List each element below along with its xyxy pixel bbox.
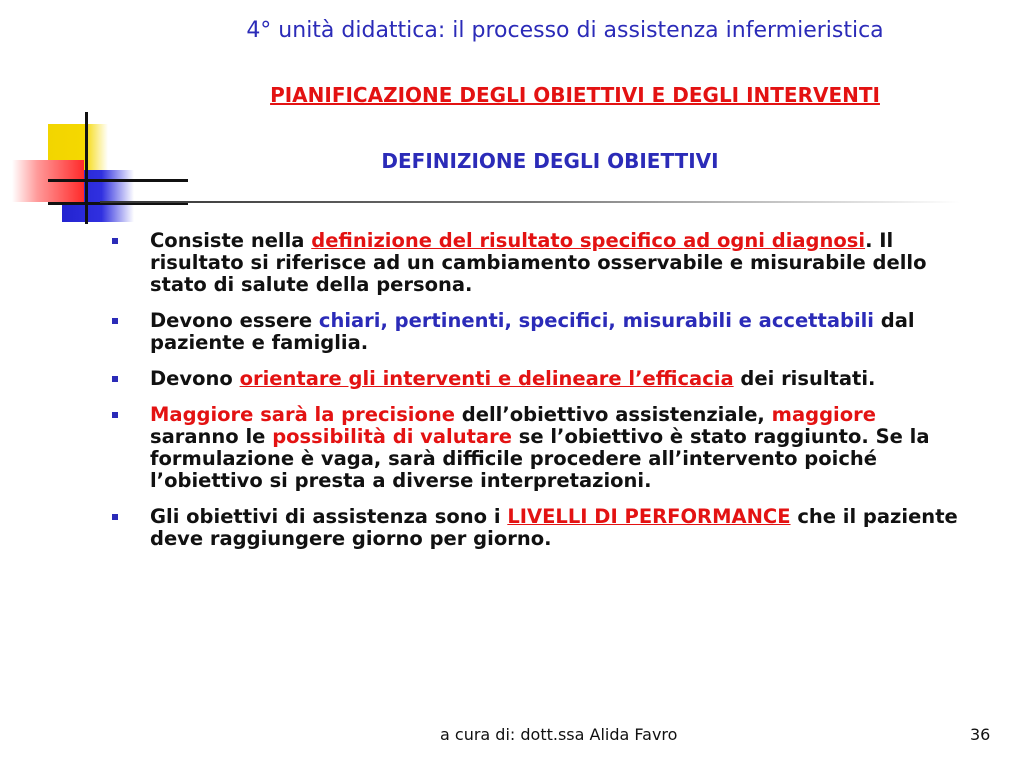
bullet-text: dei risultati. (733, 367, 876, 390)
bullet-text: che il paziente deve raggiungere giorno per giorno. (150, 505, 958, 550)
bullet-text: Devono (150, 367, 240, 390)
footer-author: a cura di: dott.ssa Alida Favro (440, 725, 678, 744)
highlight-text: Maggiore sarà la precisione (150, 403, 455, 426)
bullet-item (110, 368, 970, 390)
bullet-text: . Il risultato si riferisce ad un cambiamento osservabile e misurabile dello stato di salute della persona. (150, 229, 927, 296)
section-subtitle: DEFINIZIONE DEGLI OBIETTIVI (381, 149, 719, 173)
bullet-icon (112, 376, 118, 382)
highlight-text: LIVELLI DI PERFORMANCE (507, 505, 791, 528)
bullet-item (110, 310, 970, 354)
bullet-item (110, 230, 970, 296)
bullet-icon (112, 238, 118, 244)
bullet-text: dal paziente e famiglia. (150, 309, 915, 354)
page-title: PIANIFICAZIONE DEGLI OBIETTIVI E DEGLI INTERVENTI (270, 83, 880, 107)
logo-horizontal-line (48, 179, 188, 182)
highlight-text: possibilità di valutare (272, 425, 512, 448)
bullet-item (110, 404, 970, 492)
highlight-text: definizione del risultato specifico ad ogni diagnosi (311, 229, 866, 252)
bullet-text: saranno le (150, 425, 273, 448)
unit-title: 4° unità didattica: il processo di assistenza infermieristica (246, 18, 884, 43)
logo-vertical-line (85, 112, 88, 224)
highlight-text: maggiore (771, 403, 876, 426)
bullet-icon (112, 318, 118, 324)
bullet-text: Consiste nella (150, 229, 312, 252)
highlight-text: chiari, pertinenti, specifici, misurabili e accettabili (318, 309, 874, 332)
bullet-icon (112, 514, 118, 520)
bullet-list (110, 230, 970, 564)
decorative-logo (0, 100, 160, 230)
bullet-text: Gli obiettivi di assistenza sono i (150, 505, 508, 528)
bullet-icon (112, 412, 118, 418)
bullet-item (110, 506, 970, 550)
page-number: 36 (970, 725, 991, 744)
bullet-text: Devono essere (150, 309, 319, 332)
separator-line (100, 201, 960, 203)
bullet-text: dell’obiettivo assistenziale, (455, 403, 772, 426)
highlight-text: orientare gli interventi e delineare l’efficacia (239, 367, 734, 390)
bullet-text: se l’obiettivo è stato raggiunto. Se la formulazione è vaga, sarà difficile procedere all’intervento poiché l’obiettivo si presta a diverse interpretazioni. (150, 425, 930, 492)
